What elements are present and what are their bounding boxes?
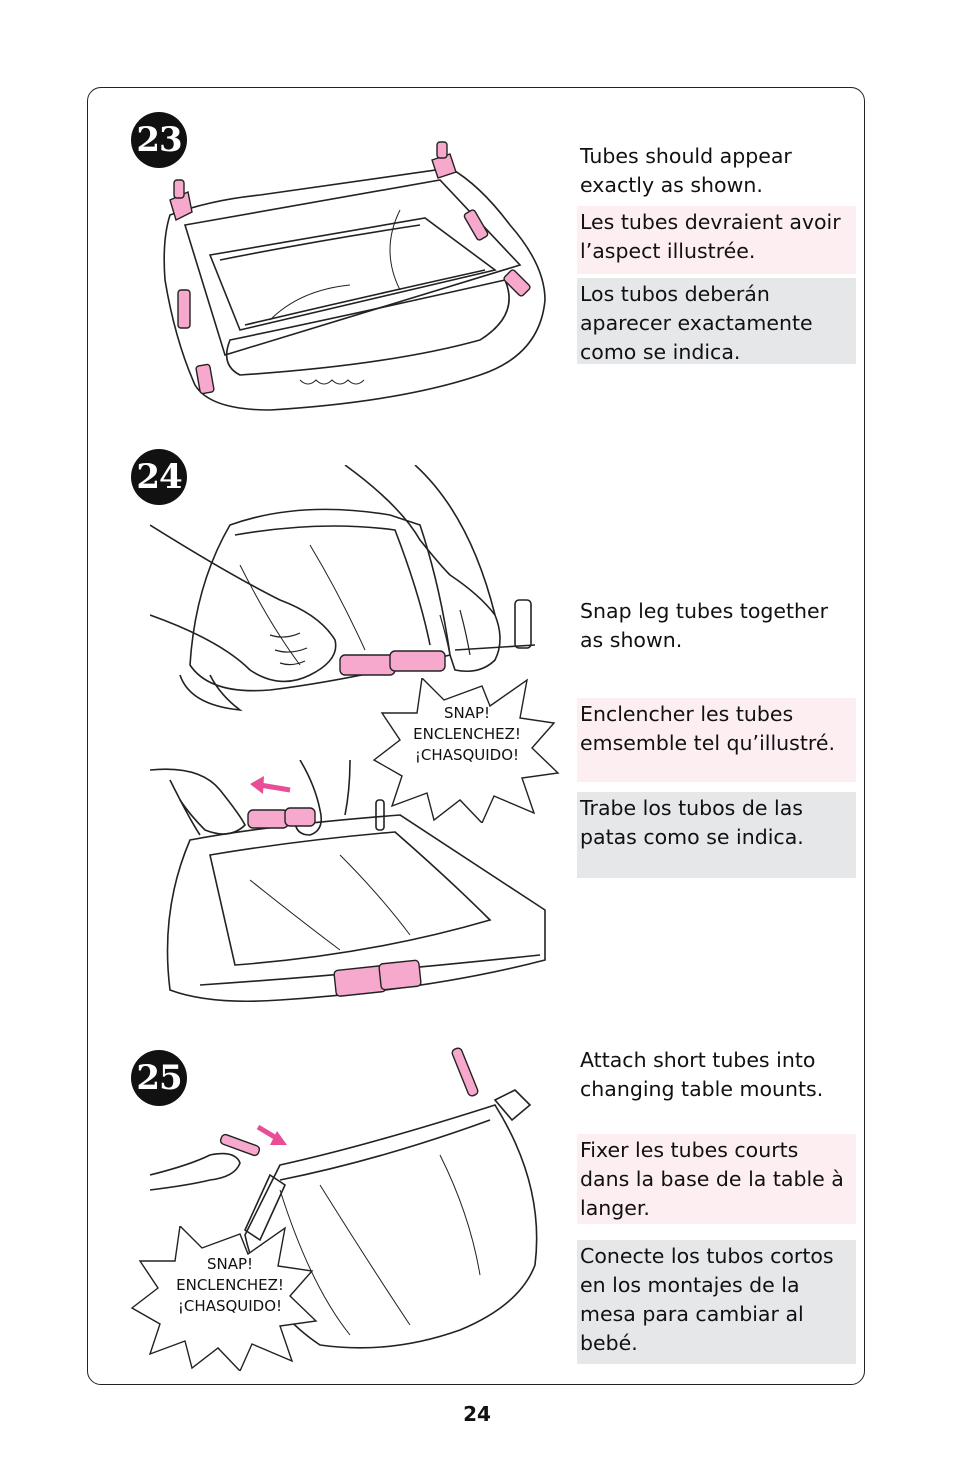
- callout-line-chasquido: ¡CHASQUIDO!: [177, 1297, 283, 1315]
- arrow-left-icon: [260, 785, 290, 790]
- step-24-callout-text: [382, 703, 552, 766]
- step-24-english: Snap leg tubes together as shown.: [580, 599, 829, 652]
- step-24-french: Enclencher les tubes emsemble tel qu’illustré.: [577, 698, 856, 782]
- step-23-illustration: [150, 140, 550, 415]
- step-25-callout-text: [145, 1254, 315, 1317]
- step-23-badge: 23: [131, 112, 187, 168]
- callout-line-snap: SNAP!: [443, 704, 491, 722]
- step-25-french: Fixer les tubes courts dans la base de la table à langer.: [577, 1134, 856, 1224]
- page-number: 24: [463, 1402, 491, 1426]
- step-25-spanish: Conecte los tubos cortos en los montajes de la mesa para cambiar al bebé.: [577, 1240, 856, 1364]
- callout-line-enclenchez: ENCLENCHEZ!: [176, 1276, 284, 1294]
- callout-line-enclenchez: ENCLENCHEZ!: [413, 725, 521, 743]
- step-24-spanish: Trabe los tubos de las patas como se indica.: [577, 792, 856, 878]
- step-23-spanish: Los tubos deberán aparecer exactamente como se indica.: [577, 278, 856, 364]
- step-24-badge: 24: [131, 449, 187, 505]
- step-23-english: Tubes should appear exactly as shown.: [580, 144, 792, 197]
- step-25-english: Attach short tubes into changing table mounts.: [580, 1048, 824, 1101]
- callout-line-snap: SNAP!: [206, 1255, 254, 1273]
- step-23-french: Les tubes devraient avoir l’aspect illustrée.: [577, 206, 856, 274]
- step-25-badge: 25: [131, 1050, 187, 1106]
- callout-line-chasquido: ¡CHASQUIDO!: [414, 746, 520, 764]
